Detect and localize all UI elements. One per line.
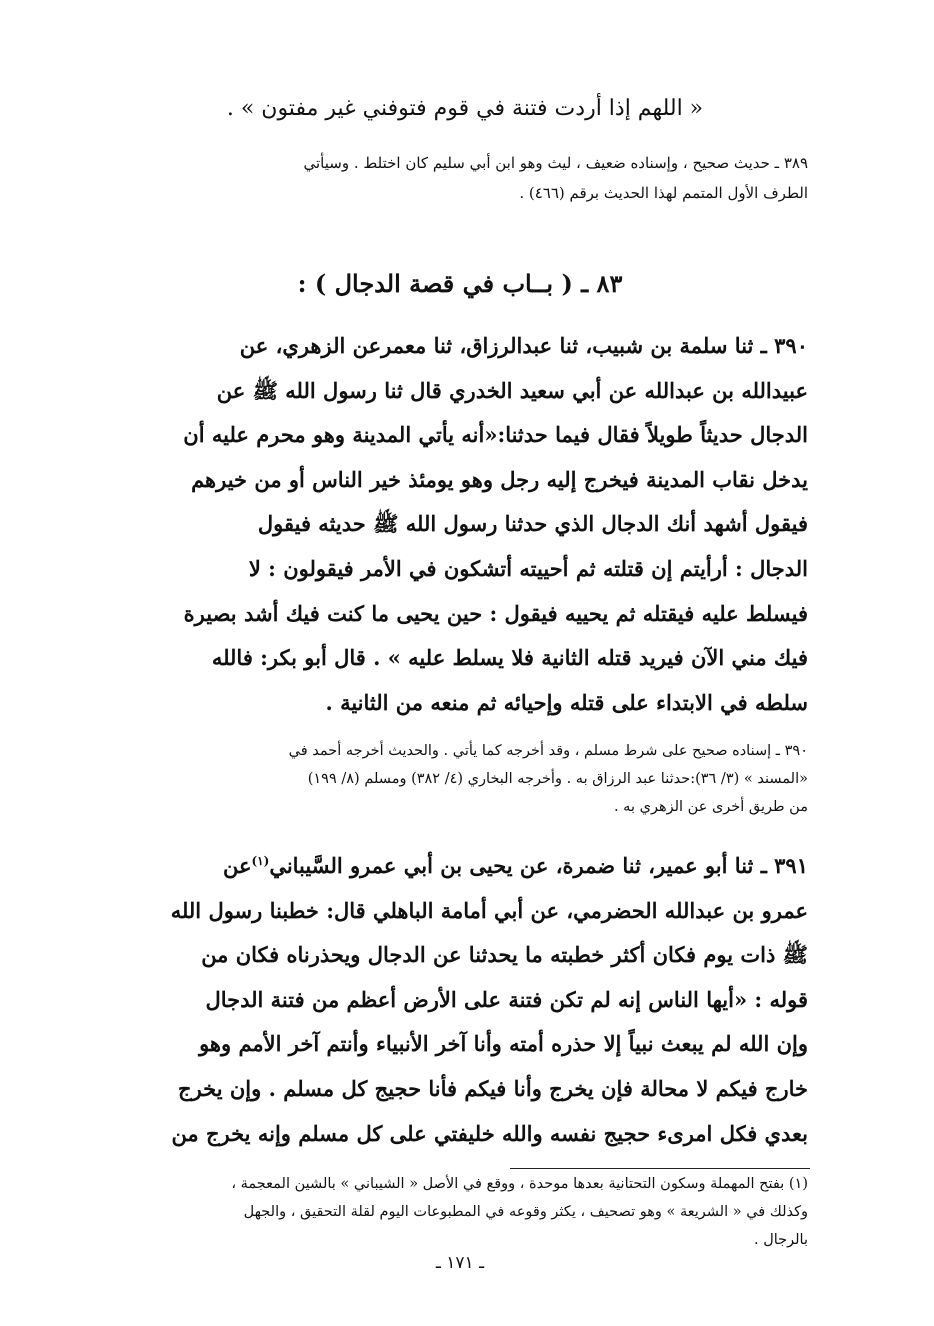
text-line: « اللهم إذا أردت فتنة في قوم فتوفني غير مفتون » . <box>226 96 704 121</box>
hadith-390 <box>108 324 808 725</box>
text-line: يدخل نقاب المدينة فيخرج إليه رجل وهو يومئذ خير الناس أو من خيرهم <box>191 466 808 492</box>
text-line: فيسلط عليه فيقتله ثم يحييه فيقول : حين يحيى ما كنت فيك أشد بصيرة <box>183 600 808 626</box>
text-segment: عن <box>222 853 252 878</box>
hadith-390-commentary <box>108 737 808 821</box>
footnote <box>108 1170 808 1254</box>
text-line: الدجال حديثاً طويلاً فقال فيما حدثنا:«أنه يأتي المدينة وهو محرم عليه أن <box>183 422 808 448</box>
text-line: ٣٨٩ ـ حديث صحيح ، وإسناده ضعيف ، ليث وهو ابن أبي سليم كان اختلط . وسيأتي <box>303 154 808 172</box>
text-line: فيقول أشهد أنك الدجال الذي حدثنا رسول الله ﷺ حديثه فيقول <box>257 511 808 537</box>
text-line: ٣٩٠ ـ ثنا سلمة بن شبيب، ثنا عبدالرزاق، ثنا معمرعن الزهري، عن <box>239 333 808 358</box>
text-line: ﷺ ذات يوم فكان أكثر خطبته ما يحدثنا عن الدجال ويحذرناه فكان من <box>201 942 808 968</box>
text-line: ٣٩٠ ـ إسناده صحيح على شرط مسلم ، وقد أخرجه كما يأتي . والحديث أخرجه أحمد في <box>288 743 808 759</box>
text-line: (١) بفتح المهملة وسكون التحتانية بعدها موحدة ، ووقع في الأصل « الشيباني » بالشين المعجمة ، <box>231 1176 808 1192</box>
text-line: عبيدالله بن عبدالله عن أبي سعيد الخدري قال ثنا رسول الله ﷺ عن <box>216 377 808 403</box>
text-line: سلطه في الابتداء على قتله وإحيائه ثم منعه من الثانية . <box>325 689 808 715</box>
text-line: بالرجال . <box>753 1232 808 1248</box>
text-line: وكذلك في « الشريعة » وهو تصحيف ، يكثر وقوعه في المطبوعات اليوم لقلة التحقيق ، والجهل <box>243 1204 808 1220</box>
text-line: عمرو بن عبدالله الحضرمي، عن أبي أمامة الباهلي قال: خطبنا رسول الله <box>170 897 808 923</box>
hadith-389-commentary <box>108 148 808 208</box>
text-line: «المسند » (٣/ ٣٦):حدثنا عبد الرزاق به . وأخرجه البخاري (٤/ ٣٨٢) ومسلم (٨/ ١٩٩) <box>307 771 808 787</box>
text-line: الطرف الأول المتمم لهذا الحديث برقم (٤٦٦) . <box>519 184 808 202</box>
text-line: بعدي فكل امرىء حجيج نفسه والله خليفتي على كل مسلم وإنه يخرج من <box>171 1120 808 1146</box>
footnote-reference: (١) <box>251 854 270 868</box>
page-number: ـ ١٧١ ـ <box>435 1253 485 1273</box>
text-line: فيك مني الآن فيريد قتله الثانية فلا يسلط عليه » . قال أبو بكر: فالله <box>211 645 808 671</box>
text-line <box>108 844 808 889</box>
text-line: قوله : «أيها الناس إنه لم تكن فتنة على الأرض أعظم من فتنة الدجال <box>205 986 808 1012</box>
text-segment: ٣٩١ ـ ثنا أبو عمير، ثنا ضمرة، عن يحيى بن أبي عمرو السَّيباني <box>269 853 808 878</box>
hadith-391 <box>108 844 808 1156</box>
text-line: من طريق أخرى عن الزهري به . <box>613 799 808 815</box>
chapter-heading <box>200 264 720 304</box>
text-line: الدجال : أرأيتم إن قتلته ثم أحييته أتشكون في الأمر فيقولون : لا <box>248 555 808 581</box>
quoted-supplication <box>120 92 810 126</box>
text-line: خارج فيكم لا محالة فإن يخرج وأنا فيكم فأنا حجيج كل مسلم . وإن يخرج <box>178 1075 808 1101</box>
footnote-divider <box>510 1168 810 1169</box>
chapter-heading-text: ٨٣ ـ ( بــاب في قصة الدجال ) : <box>297 269 623 298</box>
text-line: وإن الله لم يبعث نبياً إلا حذره أمته وأنا آخر الأنبياء وأنتم آخر الأمم وهو <box>199 1031 808 1057</box>
